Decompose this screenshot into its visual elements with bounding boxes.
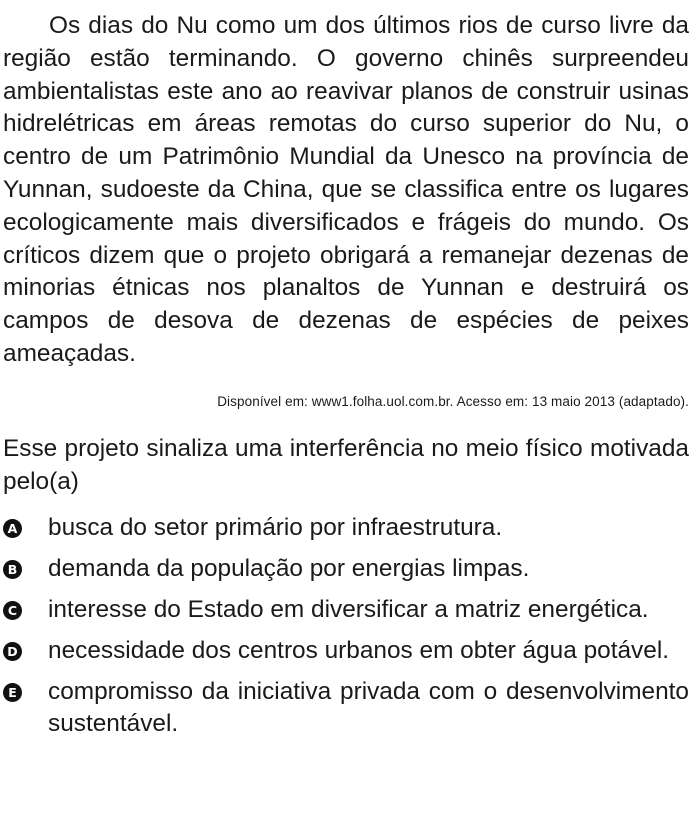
passage-text: Os dias do Nu como um dos últimos rios de curso livre da região estão terminando. O governo chinês surpreendeu ambientalistas este ano ao reavivar planos de construir usinas hidrelétricas em áreas remotas do curso superior do Nu, o centro de um Patrimônio Mundial da Unesco na província de Yunnan, sudoeste da China, que se classifica entre os lugares ecologicamente mais diversificados e frágeis do mundo. Os críticos dizem que o projeto obrigará a remanejar dezenas de minorias étnicas nos planaltos de Yunnan e destruirá os campos de desova de dezenas de espécies de peixes ameaçadas. (3, 12, 689, 367)
option-b[interactable] (3, 553, 689, 586)
option-a-text: busca do setor primário por infraestrutura. (48, 514, 503, 542)
option-c[interactable] (3, 594, 689, 627)
option-a[interactable] (3, 512, 689, 545)
option-e-text: compromisso da iniciativa privada com o desenvolvimento sustentável. (48, 677, 689, 738)
option-c-text: interesse do Estado em diversificar a matriz energética. (48, 595, 649, 623)
option-c-letter-badge: C (3, 601, 22, 620)
option-b-letter-badge: B (3, 560, 22, 579)
option-a-letter-badge: A (3, 519, 22, 538)
option-d[interactable] (3, 635, 689, 668)
source-citation: Disponível em: www1.folha.uol.com.br. Acesso em: 13 maio 2013 (adaptado). (217, 393, 689, 409)
option-b-text: demanda da população por energias limpas. (48, 555, 530, 583)
question-stem: Esse projeto sinaliza uma interferência no meio físico motivada pelo(a) (3, 434, 689, 495)
option-e[interactable] (3, 676, 689, 742)
option-e-letter-badge: E (3, 683, 22, 702)
answer-options (3, 512, 689, 741)
option-d-text: necessidade dos centros urbanos em obter água potável. (48, 636, 670, 664)
option-d-letter-badge: D (3, 642, 22, 661)
